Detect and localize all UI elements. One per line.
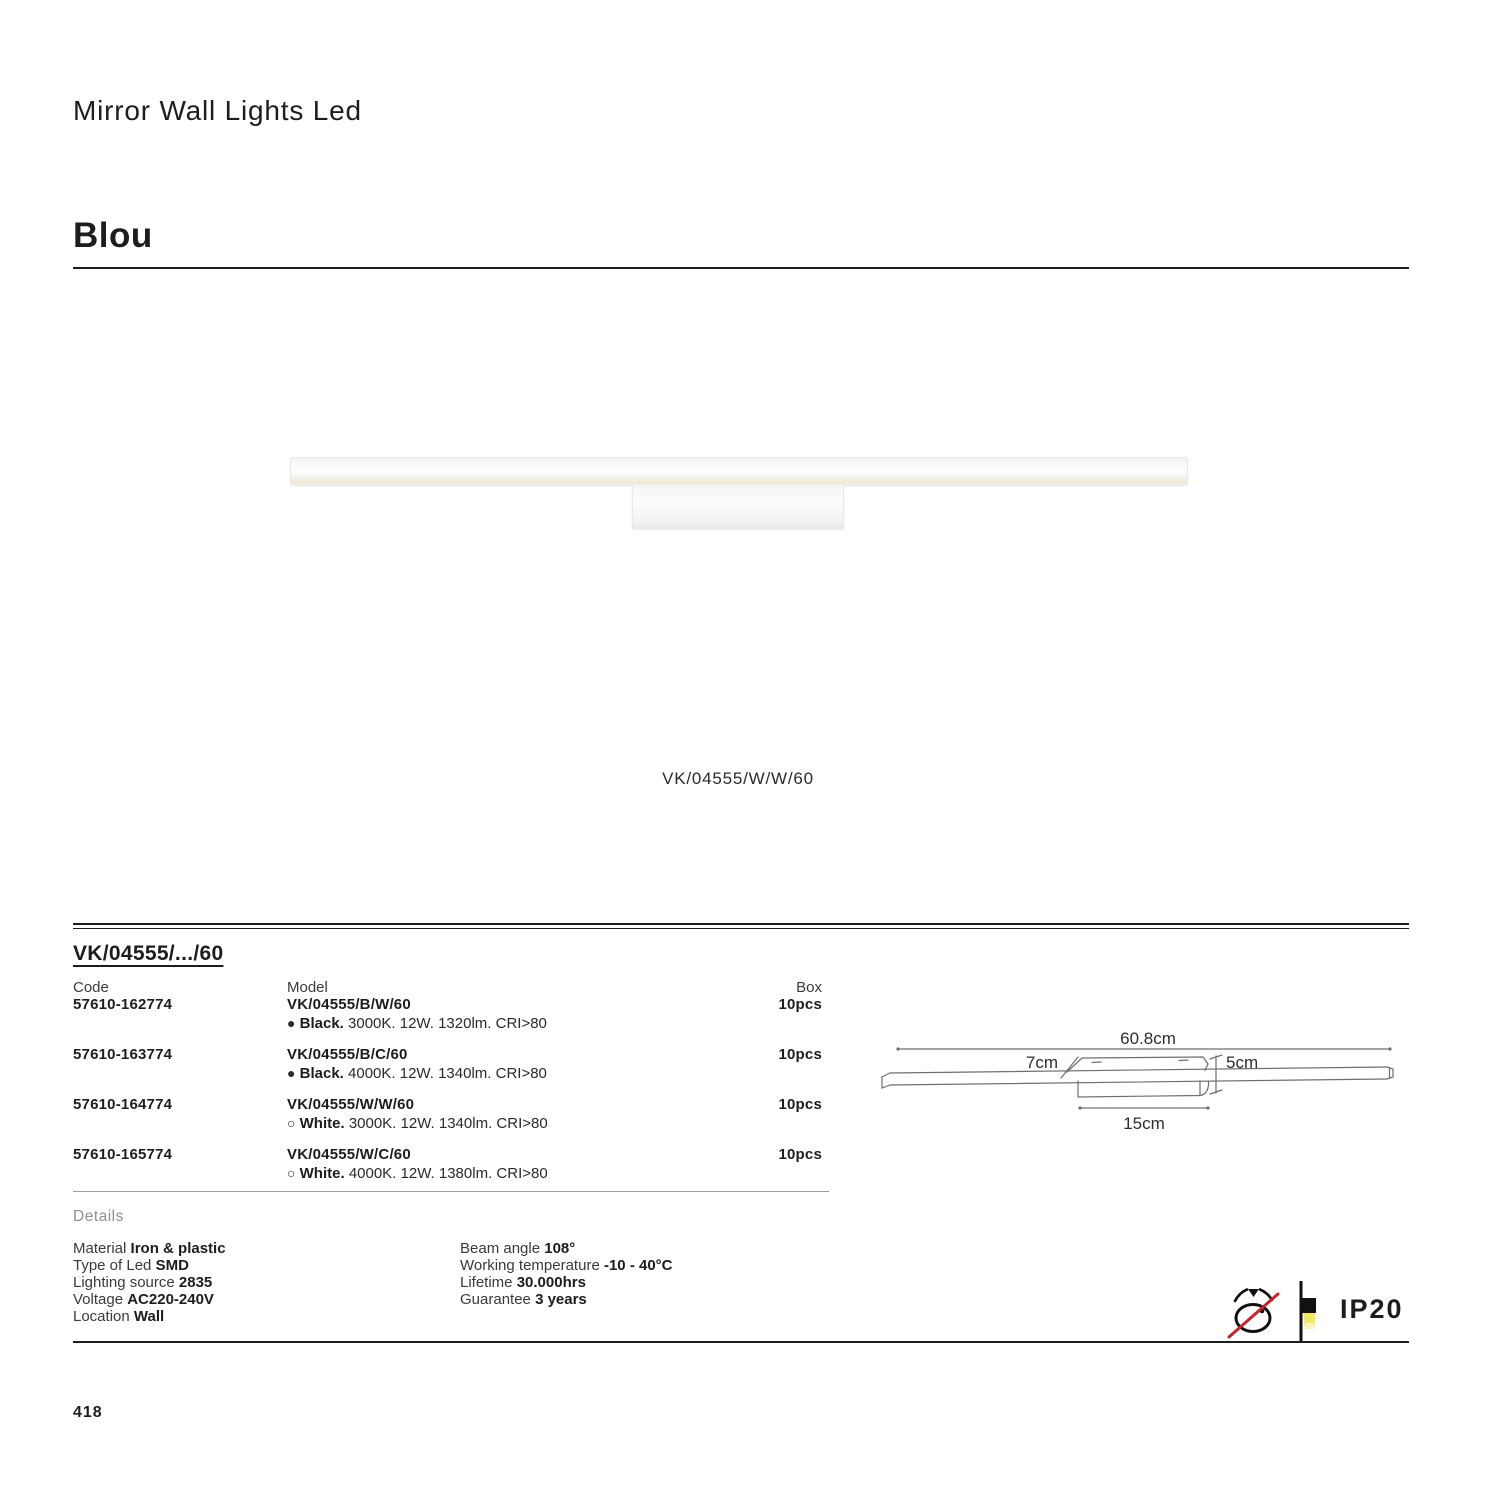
product-photo-bar [290,457,1188,486]
model-number: VK/04555/B/W/60 [287,996,411,1013]
box-cell: 10pcs [778,1096,822,1113]
model-spec [287,1115,548,1132]
detail-line [73,1240,226,1257]
detail-value: -10 - 40°C [603,1257,673,1274]
product-photo-bracket [632,485,844,529]
detail-line [460,1274,673,1291]
ip-rating-badge: IP20 [1340,1294,1404,1324]
color-name: White. [299,1115,345,1132]
page-title: Blou [73,216,153,255]
detail-value: 2835 [178,1274,213,1291]
page-number: 418 [73,1404,103,1421]
details-right-column [460,1240,673,1308]
product-photo-caption: VK/04555/W/W/60 [662,769,814,788]
detail-label: Type of Led [73,1257,152,1274]
not-dimmable-icon [1222,1281,1284,1343]
detail-label: Lifetime [460,1274,513,1291]
color-name: Black. [299,1015,344,1032]
title-rule [73,267,1409,269]
detail-value: 3 years [535,1291,587,1308]
code-cell: 57610-163774 [73,1046,173,1063]
details-left-column [73,1240,226,1325]
white-dot-icon: ○ [287,1165,296,1181]
category-title: Mirror Wall Lights Led [73,95,362,126]
model-cell [287,996,547,1032]
model-spec [287,1065,547,1082]
color-name: White. [299,1165,345,1182]
spec-text: 4000K. 12W. 1380lm. CRI>80 [348,1165,548,1182]
table-row [73,996,822,1036]
spec-text: 4000K. 12W. 1340lm. CRI>80 [348,1065,547,1082]
detail-label: Beam angle [460,1240,541,1257]
detail-label: Location [73,1308,130,1325]
dim-bracket-label: 15cm [1123,1114,1165,1133]
detail-label: Working temperature [460,1257,600,1274]
model-number: VK/04555/B/C/60 [287,1046,408,1063]
model-spec [287,1165,548,1182]
white-dot-icon: ○ [287,1115,296,1131]
detail-label: Voltage [73,1291,124,1308]
code-cell: 57610-164774 [73,1096,173,1113]
box-cell: 10pcs [778,1146,822,1163]
box-cell: 10pcs [778,996,822,1013]
detail-line [73,1308,226,1325]
section-rule [73,923,1409,929]
table-row [73,1046,822,1086]
detail-value: AC220-240V [127,1291,214,1308]
code-cell: 57610-165774 [73,1146,173,1163]
wall-light-icon [1296,1277,1324,1345]
details-rule [73,1191,829,1192]
detail-line [460,1240,673,1257]
detail-value: 30.000hrs [516,1274,586,1291]
detail-label: Guarantee [460,1291,531,1308]
detail-value: Iron & plastic [130,1240,226,1257]
model-number: VK/04555/W/C/60 [287,1146,411,1163]
model-number: VK/04555/W/W/60 [287,1096,415,1113]
detail-value: 108° [544,1240,576,1257]
series-heading: VK/04555/.../60 [73,942,224,965]
black-dot-icon: ● [287,1015,296,1031]
column-header-model: Model [287,979,328,996]
black-dot-icon: ● [287,1065,296,1081]
detail-value: Wall [133,1308,165,1325]
model-cell [287,1046,547,1082]
code-cell: 57610-162774 [73,996,173,1013]
detail-line [460,1257,673,1274]
column-header-code: Code [73,979,109,996]
model-cell [287,1146,548,1182]
table-row [73,1096,822,1136]
dim-width-label: 60.8cm [1120,1029,1176,1048]
dim-height-label: 5cm [1226,1053,1259,1072]
column-header-box: Box [796,979,822,996]
detail-line [73,1274,226,1291]
table-row [73,1146,822,1186]
dim-plate-label: 7cm [1025,1053,1058,1072]
detail-line [460,1291,673,1308]
footer-rule [73,1341,1409,1343]
dimension-diagram [880,1025,1420,1145]
spec-text: 3000K. 12W. 1340lm. CRI>80 [348,1115,548,1132]
box-cell: 10pcs [778,1046,822,1063]
detail-label: Lighting source [73,1274,175,1291]
detail-line [73,1291,226,1308]
color-name: Black. [299,1065,344,1082]
detail-value: SMD [155,1257,189,1274]
model-spec [287,1015,547,1032]
spec-text: 3000K. 12W. 1320lm. CRI>80 [348,1015,547,1032]
detail-line [73,1257,226,1274]
model-cell [287,1096,548,1132]
detail-label: Material [73,1240,127,1257]
details-heading: Details [73,1208,124,1225]
